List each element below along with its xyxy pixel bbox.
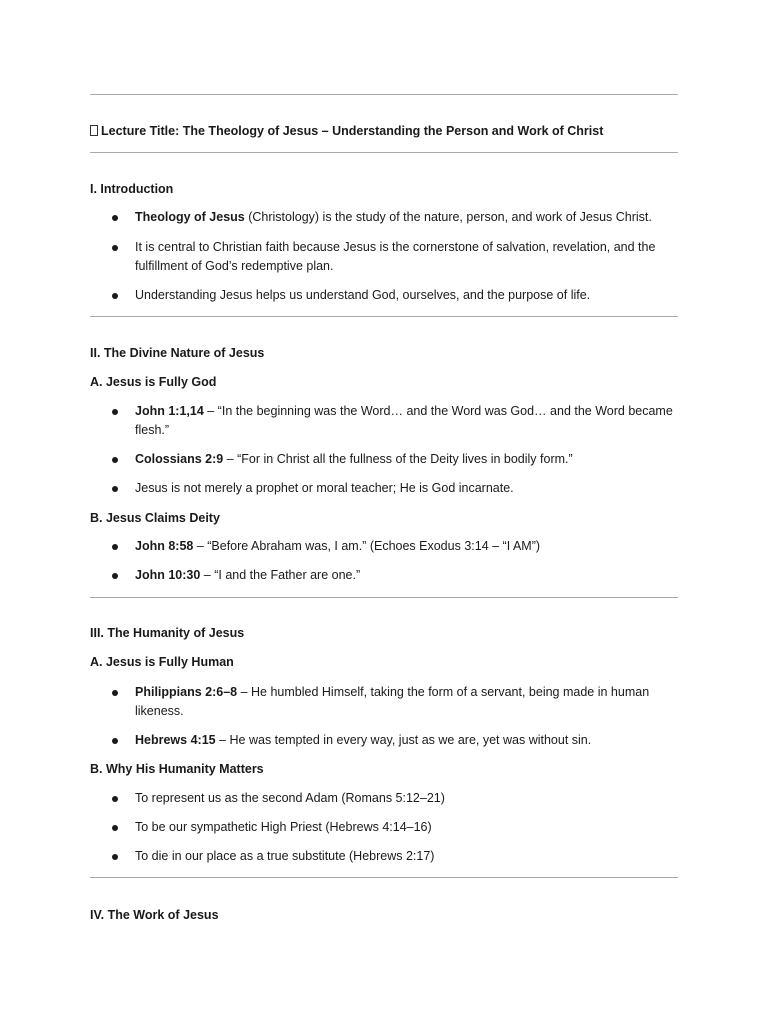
bullet-icon [112,486,118,492]
subheading-humanity-matters: B. Why His Humanity Matters [90,762,264,776]
section-heading-humanity: III. The Humanity of Jesus [90,626,245,640]
list-item [135,566,680,585]
list-item-text: – “Before Abraham was, I am.” (Echoes Exodus 3:14 – “I AM”) [193,539,541,553]
list-item-bold: John 1:1,14 [135,404,204,418]
list-item-text: Understanding Jesus helps us understand God, ourselves, and the purpose of life. [135,288,591,302]
list-item-text: Jesus is not merely a prophet or moral teacher; He is God incarnate. [135,481,514,495]
list-item [135,286,680,305]
bullet-icon [112,215,118,221]
list-item [135,731,680,750]
subheading-fully-god: A. Jesus is Fully God [90,375,217,389]
list-item-text: flesh.” [135,423,170,437]
list-item-bold: Colossians 2:9 [135,452,224,466]
list-item-text: fulfillment of God’s redemptive plan. [135,259,334,273]
subheading-claims-deity: B. Jesus Claims Deity [90,511,220,525]
bullet-icon [112,293,118,299]
list-item-text: (Christology) is the study of the nature, person, and work of Jesus Christ. [244,210,652,224]
bullet-icon [112,245,118,251]
subheading-fully-human: A. Jesus is Fully Human [90,655,234,669]
bullet-icon [112,854,118,860]
list-item [135,208,680,227]
bullet-icon [112,409,118,415]
bullet-icon [112,738,118,744]
section-heading-divine-nature: II. The Divine Nature of Jesus [90,346,265,360]
list-item [135,402,680,440]
horizontal-rule [90,152,678,153]
list-item-text: To die in our place as a true substitute (Hebrews 2:17) [135,849,435,863]
list-item [135,818,680,837]
bullet-icon [112,690,118,696]
list-item [135,847,680,866]
lecture-title-text: Lecture Title: The Theology of Jesus – Understanding the Person and Work of Christ [101,124,604,138]
list-item-bold: Philippians 2:6–8 [135,685,238,699]
list-item-text: – “For in Christ all the fullness of the Deity lives in bodily form.” [223,452,573,466]
list-item-text: – He humbled Himself, taking the form of a servant, being made in human [237,685,650,699]
list-item-bold: John 10:30 [135,568,201,582]
list-item [135,479,680,498]
horizontal-rule [90,316,678,317]
list-item-bold: Theology of Jesus [135,210,245,224]
bullet-icon [112,573,118,579]
list-item [135,450,680,469]
list-item [135,789,680,808]
bullet-icon [112,457,118,463]
list-item [135,238,680,276]
missing-glyph-icon [90,125,98,136]
list-item-text: – “In the beginning was the Word… and the Word was God… and the Word became [203,404,673,418]
list-item [135,537,680,556]
list-item-text: – “I and the Father are one.” [200,568,361,582]
bullet-icon [112,544,118,550]
list-item-text: It is central to Christian faith because Jesus is the cornerstone of salvation, revelation, and the [135,240,656,254]
bullet-icon [112,796,118,802]
list-item-bold: John 8:58 [135,539,194,553]
horizontal-rule [90,877,678,878]
list-item-text: To be our sympathetic High Priest (Hebrews 4:14–16) [135,820,432,834]
horizontal-rule [90,94,678,95]
list-item-text: To represent us as the second Adam (Romans 5:12–21) [135,791,445,805]
bullet-icon [112,825,118,831]
list-item [135,683,680,721]
list-item-bold: Hebrews 4:15 [135,733,216,747]
horizontal-rule [90,597,678,598]
list-item-text: – He was tempted in every way, just as we are, yet was without sin. [215,733,592,747]
section-heading-introduction: I. Introduction [90,182,174,196]
lecture-title [90,123,603,139]
section-heading-work: IV. The Work of Jesus [90,908,219,922]
list-item-text: likeness. [135,704,184,718]
